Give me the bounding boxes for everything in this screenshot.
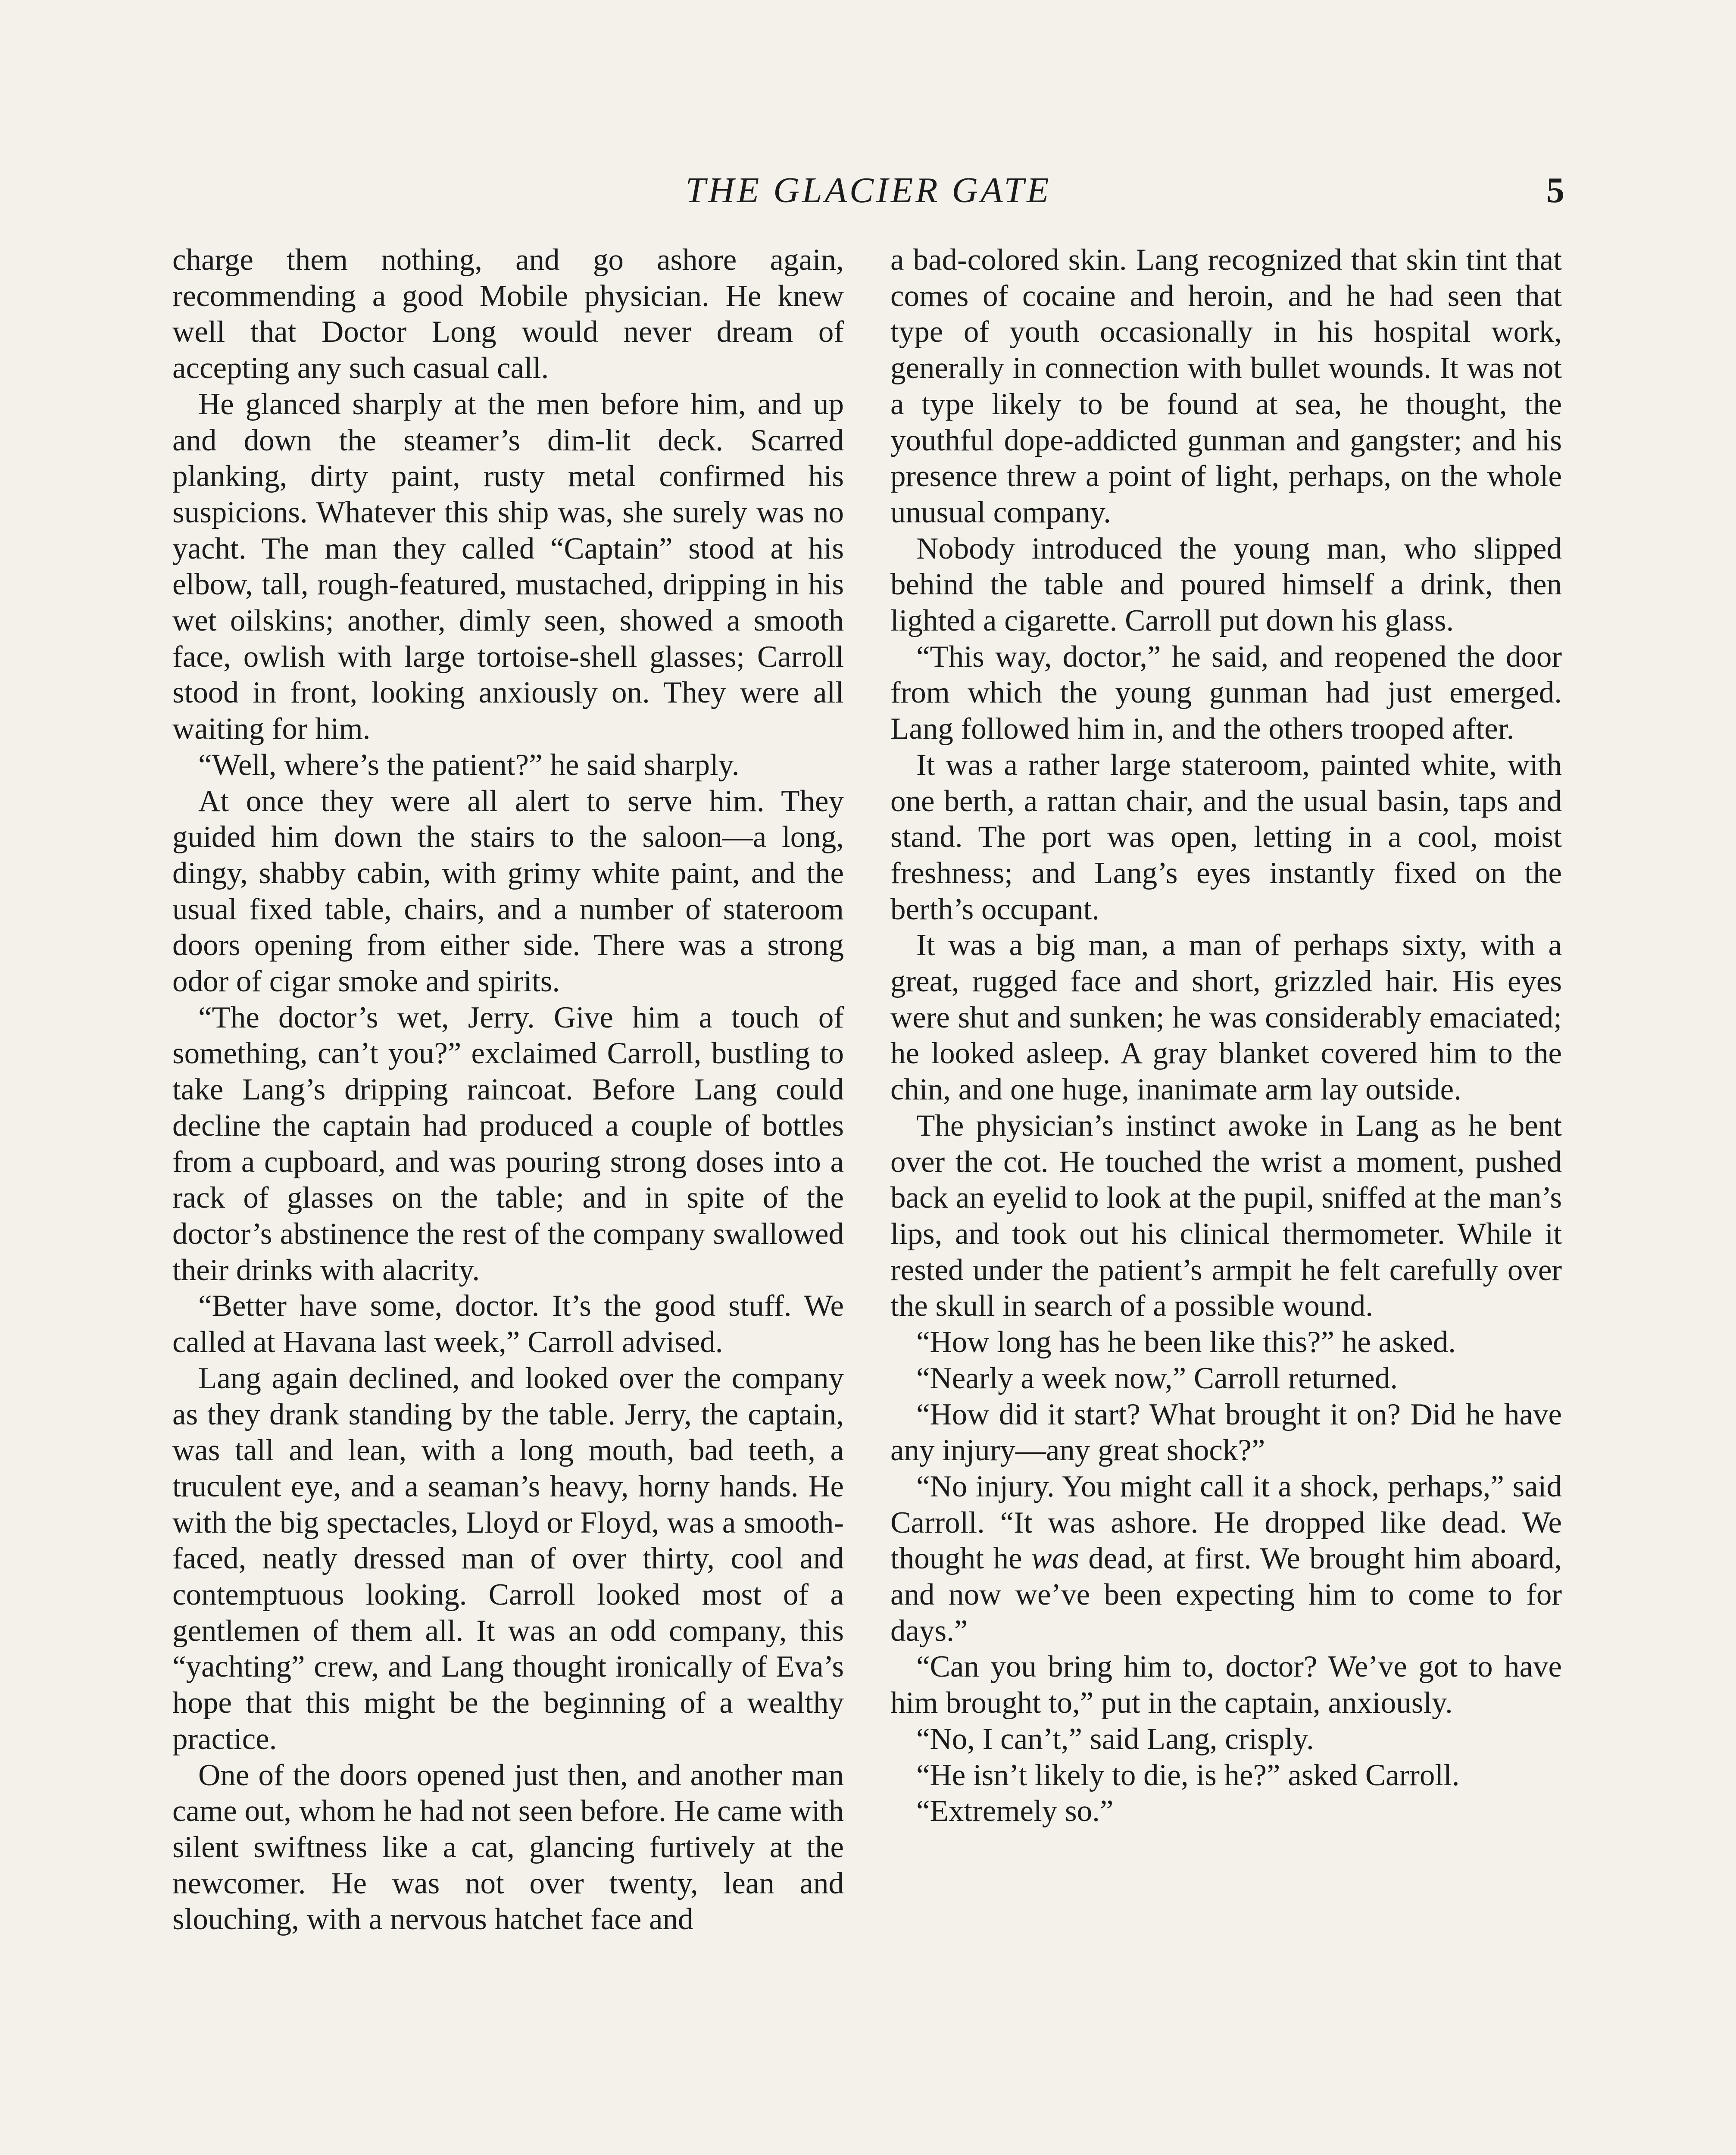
left-column bbox=[172, 242, 844, 1938]
paragraph: “How did it start? What brought it on? Did he have any injury—any great shock?” bbox=[890, 1397, 1562, 1468]
paragraph: Nobody introduced the young man, who slipped behind the table and poured himself a drink, then lighted a cigarette. Carroll put down his glass. bbox=[890, 531, 1562, 638]
paragraph: One of the doors opened just then, and another man came out, whom he had not seen before. He came with silent swiftness like a cat, glancing furtively at the newcomer. He was not over twenty, lean and slouching, with a nervous hatchet face and bbox=[172, 1758, 844, 1936]
paragraph: At once they were all alert to serve him. They guided him down the stairs to the saloon—a long, dingy, shabby cabin, with grimy white paint, and the usual fixed table, chairs, and a number of stateroom doors opening from either side. There was a strong odor of cigar smoke and spirits. bbox=[172, 784, 844, 999]
paragraph: It was a rather large stateroom, painted white, with one berth, a rattan chair, and the usual basin, taps and stand. The port was open, letting in a cool, moist freshness; and Lang’s eyes instantly fixed on the berth’s occupant. bbox=[890, 748, 1562, 926]
paragraph: “Extremely so.” bbox=[916, 1794, 1114, 1828]
page-number: 5 bbox=[1546, 170, 1564, 210]
paragraph: “Well, where’s the patient?” he said sharply. bbox=[198, 748, 740, 782]
paragraph: Lang again declined, and looked over the company as they drank standing by the table. Jerry, the captain, was tall and lean, with a long mouth, bad teeth, a truculent eye, and a seaman’s heavy, horny hands. He with the big spectacles, Lloyd or Floyd, was a smooth-faced, neatly dressed man of over thirty, cool and contemptuous looking. Carroll looked most of a gentlemen of them all. It was an odd company, this “yachting” crew, and Lang thought ironically of Eva’s hope that this might be the beginning of a wealthy practice. bbox=[172, 1361, 844, 1756]
paragraph: “He isn’t likely to die, is he?” asked Carroll. bbox=[916, 1758, 1460, 1792]
paragraph: a bad-colored skin. Lang recognized that skin tint that comes of cocaine and heroin, and he had seen that type of youth occasionally in his hospital work, generally in connection with bullet wounds. It was not a type likely to be found at sea, he thought, the youthful dope-addicted gunman and gangster; and his presence threw a point of light, perhaps, on the whole unusual company. bbox=[890, 243, 1562, 529]
paragraph: “The doctor’s wet, Jerry. Give him a touch of something, can’t you?” exclaimed Carroll, bustling to take Lang’s dripping raincoat. Before Lang could decline the captain had produced a couple of bottles from a cupboard, and was pouring strong doses into a rack of glasses on the table; and in spite of the doctor’s abstinence the rest of the company swallowed their drinks with alacrity. bbox=[172, 1000, 844, 1287]
paragraph: “Better have some, doctor. It’s the good stuff. We called at Havana last week,” Carroll advised. bbox=[172, 1289, 844, 1359]
paragraph: “This way, doctor,” he said, and reopened the door from which the young gunman had just emerged. Lang followed him in, and the others trooped after. bbox=[890, 640, 1562, 746]
paragraph: He glanced sharply at the men before him, and up and down the steamer’s dim-lit deck. Scarred planking, dirty paint, rusty metal confirmed his suspicions. Whatever this ship was, she surely was no yacht. The man they called “Captain” stood at his elbow, tall, rough-featured, mustached, dripping in his wet oilskins; another, dimly seen, showed a smooth face, owlish with large tortoise-shell glasses; Carroll stood in front, looking anxiously on. They were all waiting for him. bbox=[172, 387, 844, 746]
paragraph: The physician’s instinct awoke in Lang as he bent over the cot. He touched the wrist a moment, pushed back an eyelid to look at the pupil, sniffed at the man’s lips, and took out his clinical thermometer. While it rested under the patient’s armpit he felt carefully over the skull in search of a possible wound. bbox=[890, 1109, 1562, 1323]
paragraph: “Can you bring him to, doctor? We’ve got to have him brought to,” put in the captain, anxiously. bbox=[890, 1650, 1562, 1720]
paragraph: “No, I can’t,” said Lang, crisply. bbox=[916, 1722, 1314, 1756]
running-title: THE GLACIER GATE bbox=[685, 170, 1052, 210]
paragraph: “How long has he been like this?” he asked. bbox=[916, 1325, 1456, 1359]
right-column bbox=[890, 242, 1562, 1830]
italic-word: was bbox=[1031, 1542, 1079, 1576]
page-header bbox=[172, 165, 1564, 216]
paragraph bbox=[890, 1469, 1562, 1649]
text-run: dead, at first. We brought him aboard, and now we’ve been expecting him to come to for days.” bbox=[890, 1542, 1562, 1648]
paragraph: charge them nothing, and go ashore again, recommending a good Mobile physician. He knew well that Doctor Long would never dream of accepting any such casual call. bbox=[172, 243, 844, 385]
paragraph: It was a big man, a man of perhaps sixty, with a great, rugged face and short, grizzled hair. His eyes were shut and sunken; he was considerably emaciated; he looked asleep. A gray blanket covered him to the chin, and one huge, inanimate arm lay outside. bbox=[890, 928, 1562, 1107]
paragraph: “Nearly a week now,” Carroll returned. bbox=[916, 1361, 1398, 1395]
text-run: “No injury. You might call it a shock, perhaps,” said Carroll. “It was ashore. He dropped like dead. We thought he bbox=[890, 1469, 1562, 1576]
